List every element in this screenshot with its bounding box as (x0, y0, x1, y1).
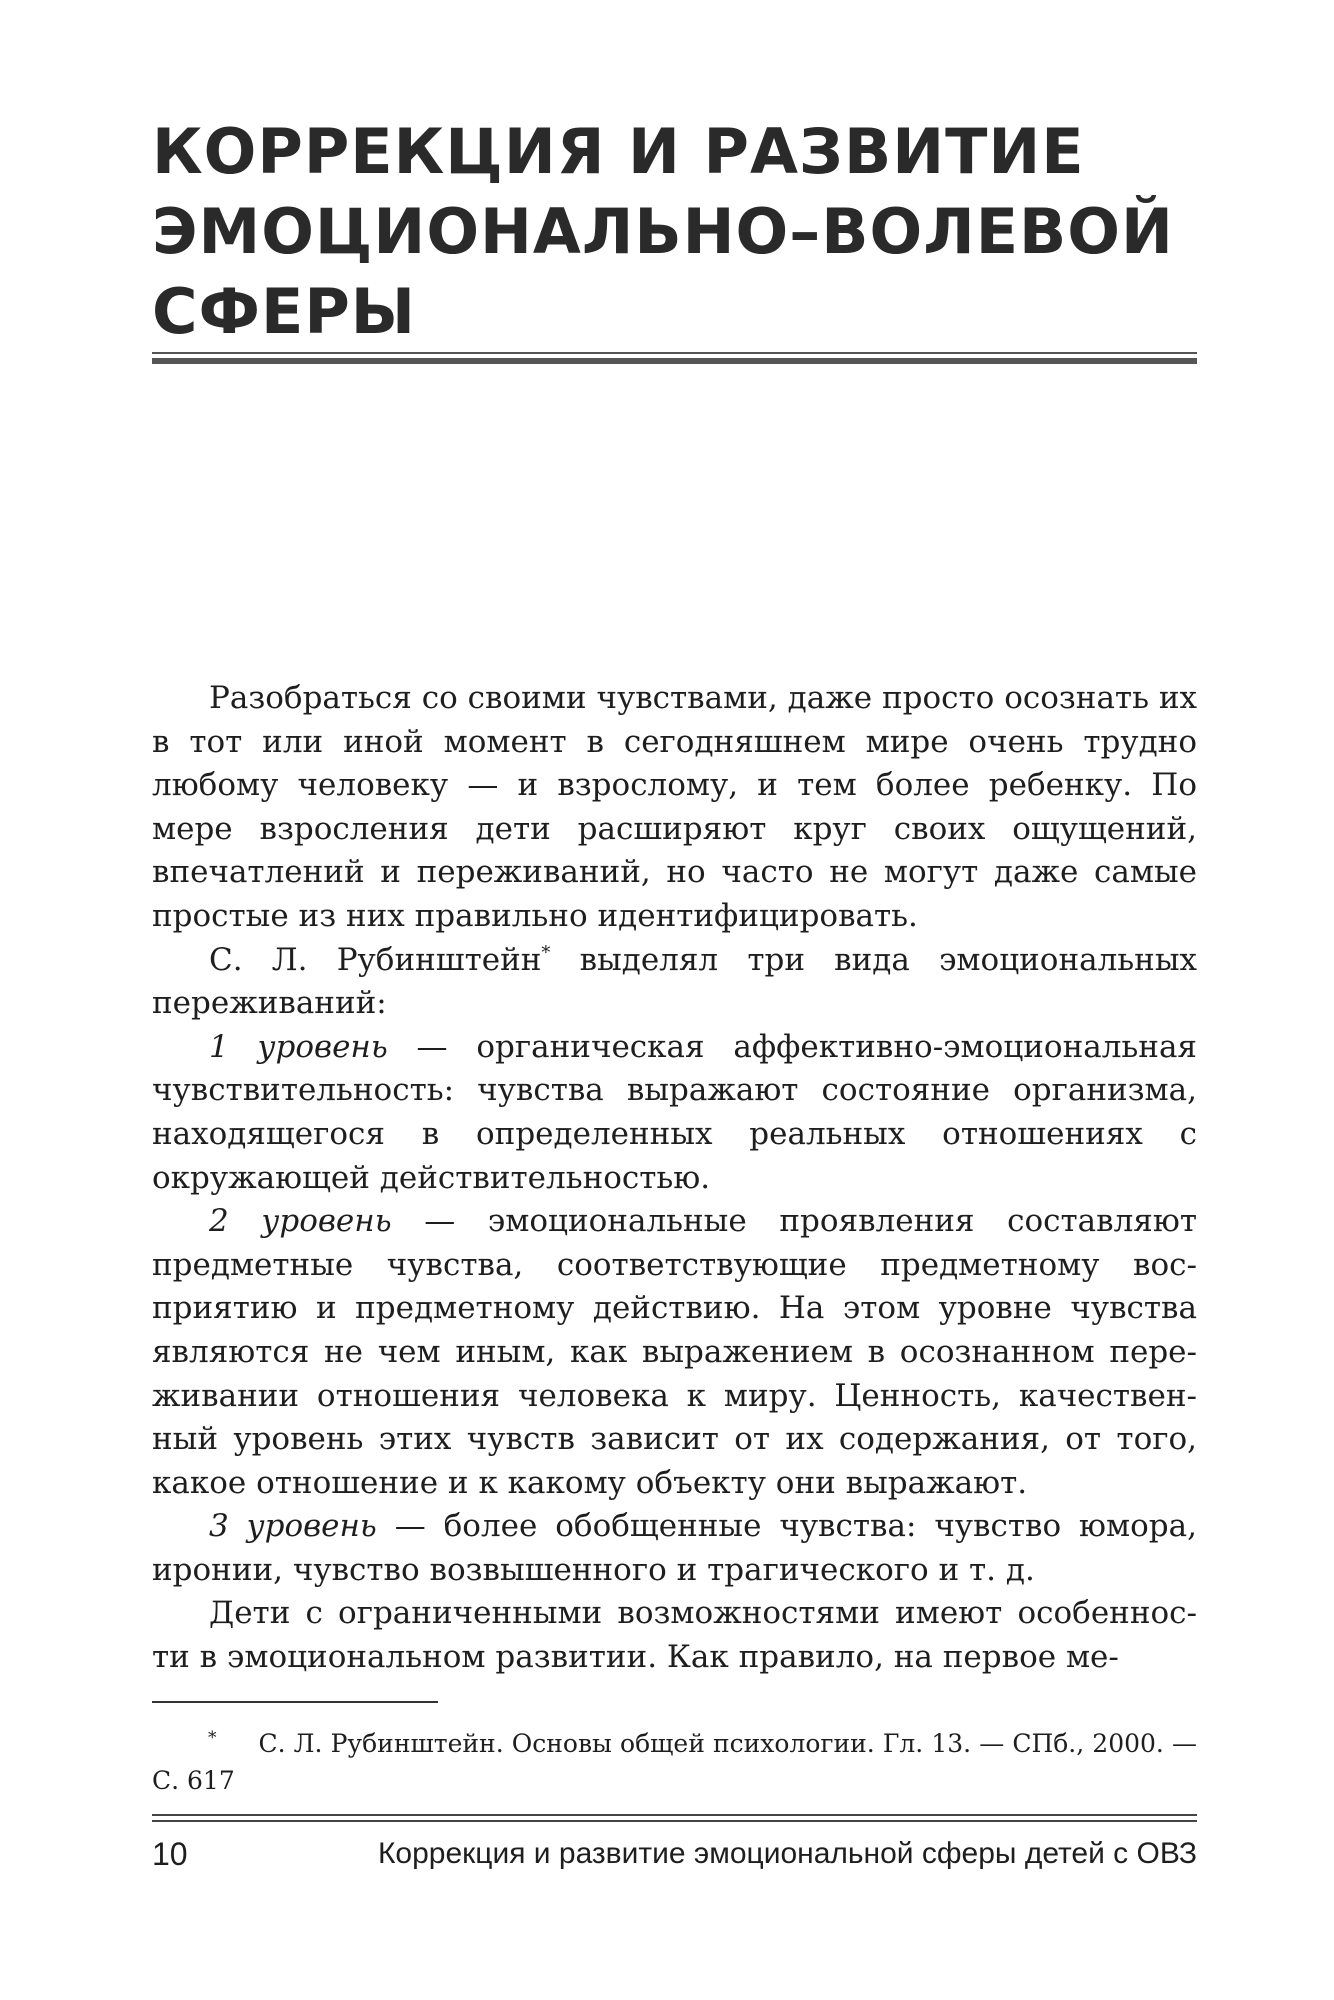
chapter-title-line-2: ЭМОЦИОНАЛЬНО–ВОЛЕВОЙ (152, 195, 1174, 268)
title-divider-thin-line (152, 352, 1197, 354)
paragraph-level-3 (152, 1505, 1197, 1592)
running-title: Коррекция и развитие эмоциональной сферы детей с ОВЗ (377, 1837, 1197, 1870)
paragraph-intro: Разобраться со своими чувствами, даже просто осознать их в тот или иной момент в сегодняшнем мире очень трудно любому человеку — и взрослому, и тем более ребенку. По мере взросления дети расширяют круг своих ощущений, впечатлений и переживаний, но часто не могут даже самые простые из них правильно идентифицировать. (152, 680, 1197, 934)
body-text (152, 677, 1197, 1680)
footer-divider (152, 1814, 1197, 1823)
author-name: С. Л. Рубинштейн (209, 941, 542, 978)
chapter-title (152, 112, 1192, 352)
paragraph-rubinstein (152, 939, 1197, 1026)
footnote-mark: * (208, 1727, 217, 1748)
level-1-text: — органическая аффективно-эмоциональная чувствительность: чувства выражают состояние организма, находящегося в определенных реальных отношениях с окружающей действительностью. (152, 1028, 1197, 1196)
footer-divider-line-bottom (152, 1820, 1197, 1822)
footnote-divider (152, 1701, 438, 1703)
level-2-label: 2 уровень (209, 1203, 392, 1240)
footnote-text: С. Л. Рубинштейн. Основы общей психологии. Гл. 13. — СПб., 2000. — С. 617 (152, 1729, 1197, 1795)
footnote-reference: * (541, 942, 551, 964)
level-3-text: — более обобщенные чувства: чувство юмора, иронии, чувство возвышенного и трагического и т. д. (152, 1508, 1197, 1588)
chapter-title-line-1: КОРРЕКЦИЯ И РАЗВИТИЕ (152, 115, 1085, 188)
footnote (152, 1725, 1197, 1799)
page-number: 10 (152, 1836, 188, 1872)
paragraph-rubinstein-text: выделял три вида эмоциональных переживаний: (152, 941, 1197, 1022)
level-1-label: 1 уровень (209, 1028, 388, 1065)
title-divider-thick-line (152, 358, 1197, 364)
level-2-text: — эмоциональные проявления составляют предметные чувства, соответствующие предметному восприятию и предметному действию. На этом уровне чувства являются не чем иным, как выражением в осознанном переживании отношения человека к миру. Ценность, качественный уровень этих чувств зависит от их содержания, от того, какое отношение и к какому объекту они выражают. (152, 1203, 1197, 1501)
level-3-label: 3 уровень (209, 1508, 377, 1545)
footer-divider-line-top (152, 1814, 1197, 1816)
paragraph-children: Дети с ограниченными возможностями имеют особенности в эмоциональном развитии. Как правило, на первое ме- (152, 1595, 1197, 1676)
paragraph-level-1 (152, 1026, 1197, 1200)
paragraph-level-2 (152, 1200, 1197, 1505)
title-divider (152, 352, 1197, 365)
chapter-title-line-3: СФЕРЫ (152, 275, 417, 348)
